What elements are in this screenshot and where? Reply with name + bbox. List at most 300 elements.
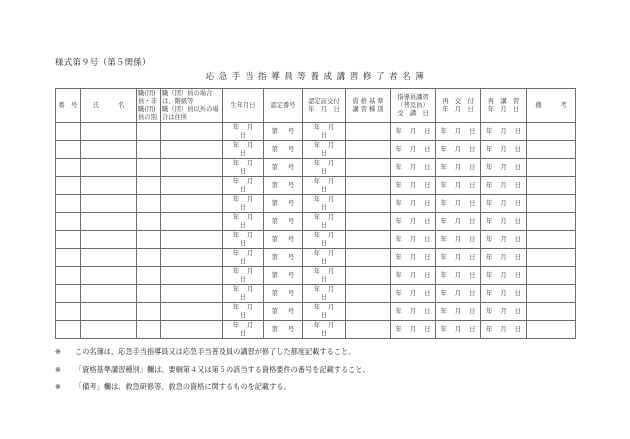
cell-number[interactable] — [56, 231, 81, 249]
year-label: 年 — [313, 231, 320, 239]
month-label: 月 — [454, 253, 462, 261]
year-label: 年 — [313, 267, 320, 275]
cell-cert-number[interactable] — [264, 231, 303, 249]
cell-rank-or-address[interactable] — [161, 303, 223, 321]
cell-number[interactable] — [56, 177, 81, 195]
year-label: 年 — [395, 235, 402, 243]
cell-cert-number[interactable] — [264, 267, 303, 285]
month-label: 月 — [454, 271, 462, 279]
cell-remarks[interactable] — [527, 321, 576, 339]
header-qual-type-line2: 講 習 種 別 — [352, 105, 384, 113]
month-label: 月 — [454, 289, 462, 297]
year-label: 年 — [313, 141, 320, 149]
day-label: 日 — [469, 235, 476, 243]
cell-reissue-date[interactable] — [436, 159, 481, 177]
month-label: 月 — [454, 145, 462, 153]
cell-remarks[interactable] — [527, 141, 576, 159]
year-label: 年 — [313, 285, 320, 293]
cell-number[interactable] — [56, 195, 81, 213]
cell-cert-issue-date[interactable] — [303, 285, 346, 303]
go-label: 号 — [288, 325, 295, 333]
month-label: 月 — [247, 213, 254, 221]
day-label: 日 — [239, 149, 247, 157]
cell-remarks[interactable] — [527, 285, 576, 303]
header-reissue — [436, 89, 481, 123]
table-row — [56, 159, 576, 177]
day-label: 日 — [239, 275, 247, 283]
cell-retake-date[interactable] — [481, 321, 527, 339]
cell-birth-date[interactable] — [223, 159, 264, 177]
cell-cert-number[interactable] — [264, 303, 303, 321]
cell-remarks[interactable] — [527, 177, 576, 195]
cell-cert-number[interactable] — [264, 123, 303, 141]
year-label: 年 — [486, 217, 493, 225]
day-label: 日 — [320, 311, 328, 319]
dai-label: 第 — [271, 145, 278, 153]
cell-name[interactable] — [81, 249, 137, 267]
cell-birth-date[interactable] — [223, 285, 264, 303]
year-label: 年 — [395, 289, 402, 297]
day-label: 日 — [424, 163, 431, 171]
day-label: 日 — [469, 127, 476, 135]
cell-instructor-course-date[interactable] — [391, 321, 436, 339]
cell-instructor-course-date[interactable] — [391, 177, 436, 195]
go-label: 号 — [288, 253, 295, 261]
cell-number[interactable] — [56, 267, 81, 285]
year-label: 年 — [486, 235, 493, 243]
go-label: 号 — [288, 235, 295, 243]
day-label: 日 — [469, 145, 476, 153]
day-label: 日 — [424, 289, 431, 297]
day-label: 日 — [514, 199, 521, 207]
header-cert-issue-line2: 年 月 日 — [308, 105, 340, 113]
cell-remarks[interactable] — [527, 213, 576, 231]
cell-cert-number[interactable] — [264, 285, 303, 303]
year-label: 年 — [440, 199, 447, 207]
table-row — [56, 321, 576, 339]
year-label: 年 — [232, 285, 239, 293]
cell-instructor-course-date[interactable] — [391, 159, 436, 177]
day-label: 日 — [320, 275, 328, 283]
month-label: 月 — [409, 325, 417, 333]
cell-birth-date[interactable] — [223, 231, 264, 249]
year-label: 年 — [440, 145, 447, 153]
cell-rank-or-address[interactable] — [161, 285, 223, 303]
cell-retake-date[interactable] — [481, 141, 527, 159]
month-label: 月 — [409, 163, 417, 171]
cell-staff-type[interactable] — [137, 177, 161, 195]
month-label: 月 — [247, 321, 254, 329]
note-mark: ※ — [55, 347, 62, 356]
cell-remarks[interactable] — [527, 123, 576, 141]
cell-birth-date[interactable] — [223, 321, 264, 339]
cell-staff-type[interactable] — [137, 123, 161, 141]
day-label: 日 — [239, 311, 247, 319]
cell-reissue-date[interactable] — [436, 141, 481, 159]
month-label: 月 — [500, 307, 507, 315]
day-label: 日 — [320, 185, 328, 193]
cell-cert-issue-date[interactable] — [303, 249, 346, 267]
cell-birth-date[interactable] — [223, 267, 264, 285]
month-label: 月 — [409, 145, 417, 153]
cell-remarks[interactable] — [527, 303, 576, 321]
year-label: 年 — [440, 271, 447, 279]
cell-staff-type[interactable] — [137, 267, 161, 285]
year-label: 年 — [313, 321, 320, 329]
cell-cert-issue-date[interactable] — [303, 159, 346, 177]
header-staff-type: 職(団)員・非職(団)員の別 — [137, 89, 161, 123]
cell-reissue-date[interactable] — [436, 249, 481, 267]
cell-number[interactable] — [56, 321, 81, 339]
cell-qual-type[interactable] — [346, 303, 391, 321]
cell-instructor-course-date[interactable] — [391, 249, 436, 267]
day-label: 日 — [514, 217, 521, 225]
month-label: 月 — [247, 249, 254, 257]
cell-cert-issue-date[interactable] — [303, 267, 346, 285]
cell-staff-type[interactable] — [137, 285, 161, 303]
cell-birth-date[interactable] — [223, 177, 264, 195]
cell-name[interactable] — [81, 159, 137, 177]
cell-instructor-course-date[interactable] — [391, 285, 436, 303]
cell-cert-number[interactable] — [264, 249, 303, 267]
cell-cert-number[interactable] — [264, 213, 303, 231]
day-label: 日 — [469, 217, 476, 225]
day-label: 日 — [320, 203, 328, 211]
month-label: 月 — [454, 307, 462, 315]
cell-retake-date[interactable] — [481, 231, 527, 249]
document-title: 応急手当指導員等養成講習修了者名簿 — [205, 72, 429, 82]
cell-staff-type[interactable] — [137, 321, 161, 339]
cell-number[interactable] — [56, 285, 81, 303]
header-retake — [481, 89, 527, 123]
cell-staff-type[interactable] — [137, 195, 161, 213]
cell-instructor-course-date[interactable] — [391, 231, 436, 249]
day-label: 日 — [469, 271, 476, 279]
cell-qual-type[interactable] — [346, 141, 391, 159]
cell-number[interactable] — [56, 123, 81, 141]
cell-name[interactable] — [81, 123, 137, 141]
month-label: 月 — [500, 127, 507, 135]
header-reissue-line1: 再 交 付 — [442, 97, 474, 105]
cell-staff-type[interactable] — [137, 303, 161, 321]
cell-rank-or-address[interactable] — [161, 123, 223, 141]
cell-rank-or-address[interactable] — [161, 231, 223, 249]
cell-reissue-date[interactable] — [436, 177, 481, 195]
year-label: 年 — [232, 267, 239, 275]
header-number: 番 号 — [56, 89, 81, 123]
cell-number[interactable] — [56, 213, 81, 231]
header-rank-line: 職（団）員の場合は、階級等 — [162, 89, 213, 105]
note-2 — [55, 361, 370, 379]
cell-reissue-date[interactable] — [436, 303, 481, 321]
cell-cert-issue-date[interactable] — [303, 231, 346, 249]
cell-instructor-course-date[interactable] — [391, 303, 436, 321]
month-label: 月 — [247, 195, 254, 203]
table-row — [56, 177, 576, 195]
cell-retake-date[interactable] — [481, 195, 527, 213]
day-label: 日 — [239, 221, 247, 229]
cell-reissue-date[interactable] — [436, 123, 481, 141]
cell-retake-date[interactable] — [481, 285, 527, 303]
day-label: 日 — [424, 181, 431, 189]
day-label: 日 — [320, 167, 328, 175]
day-label: 日 — [424, 145, 431, 153]
cell-name[interactable] — [81, 195, 137, 213]
cell-instructor-course-date[interactable] — [391, 195, 436, 213]
cell-instructor-course-date[interactable] — [391, 141, 436, 159]
year-label: 年 — [440, 127, 447, 135]
cell-retake-date[interactable] — [481, 123, 527, 141]
cell-birth-date[interactable] — [223, 141, 264, 159]
dai-label: 第 — [271, 127, 278, 135]
year-label: 年 — [395, 127, 402, 135]
year-label: 年 — [440, 289, 447, 297]
month-label: 月 — [409, 181, 417, 189]
cell-cert-number[interactable] — [264, 195, 303, 213]
cell-cert-issue-date[interactable] — [303, 177, 346, 195]
year-label: 年 — [486, 289, 493, 297]
cell-reissue-date[interactable] — [436, 231, 481, 249]
table-row — [56, 231, 576, 249]
cell-rank-or-address[interactable] — [161, 195, 223, 213]
cell-cert-issue-date[interactable] — [303, 303, 346, 321]
cell-instructor-course-date[interactable] — [391, 267, 436, 285]
cell-instructor-course-date[interactable] — [391, 213, 436, 231]
header-reissue-line2: 年 月 日 — [442, 105, 474, 113]
header-instructor-line2: （普及員） — [397, 101, 429, 109]
cell-cert-number[interactable] — [264, 159, 303, 177]
cell-birth-date[interactable] — [223, 123, 264, 141]
day-label: 日 — [320, 221, 328, 229]
cell-name[interactable] — [81, 303, 137, 321]
year-label: 年 — [486, 253, 493, 261]
cell-rank-or-address[interactable] — [161, 177, 223, 195]
cell-name[interactable] — [81, 267, 137, 285]
cell-name[interactable] — [81, 285, 137, 303]
dai-label: 第 — [271, 181, 278, 189]
cell-reissue-date[interactable] — [436, 321, 481, 339]
cell-name[interactable] — [81, 141, 137, 159]
month-label: 月 — [247, 141, 254, 149]
cell-retake-date[interactable] — [481, 159, 527, 177]
form-number: 様式第９号（第５関係） — [55, 58, 151, 68]
cell-name[interactable] — [81, 321, 137, 339]
cell-cert-number[interactable] — [264, 321, 303, 339]
day-label: 日 — [514, 127, 521, 135]
cell-qual-type[interactable] — [346, 159, 391, 177]
cell-birth-date[interactable] — [223, 303, 264, 321]
cell-staff-type[interactable] — [137, 141, 161, 159]
table-row — [56, 195, 576, 213]
cell-reissue-date[interactable] — [436, 267, 481, 285]
cell-remarks[interactable] — [527, 195, 576, 213]
year-label: 年 — [486, 325, 493, 333]
month-label: 月 — [409, 289, 417, 297]
year-label: 年 — [232, 303, 239, 311]
cell-birth-date[interactable] — [223, 195, 264, 213]
cell-rank-or-address[interactable] — [161, 141, 223, 159]
day-label: 日 — [320, 293, 328, 301]
year-label: 年 — [313, 123, 320, 131]
day-label: 日 — [424, 199, 431, 207]
cell-reissue-date[interactable] — [436, 285, 481, 303]
month-label: 月 — [328, 195, 335, 203]
cell-reissue-date[interactable] — [436, 195, 481, 213]
day-label: 日 — [514, 325, 521, 333]
cell-reissue-date[interactable] — [436, 213, 481, 231]
cell-cert-number[interactable] — [264, 141, 303, 159]
day-label: 日 — [239, 329, 247, 337]
cell-name[interactable] — [81, 231, 137, 249]
header-row — [56, 89, 576, 123]
dai-label: 第 — [271, 235, 278, 243]
dai-label: 第 — [271, 271, 278, 279]
cell-qual-type[interactable] — [346, 249, 391, 267]
cell-cert-issue-date[interactable] — [303, 123, 346, 141]
month-label: 月 — [247, 303, 254, 311]
header-qual-type — [346, 89, 391, 123]
cell-qual-type[interactable] — [346, 231, 391, 249]
month-label: 月 — [328, 177, 335, 185]
cell-staff-type[interactable] — [137, 159, 161, 177]
cell-remarks[interactable] — [527, 231, 576, 249]
cell-number[interactable] — [56, 303, 81, 321]
year-label: 年 — [232, 141, 239, 149]
month-label: 月 — [247, 231, 254, 239]
month-label: 月 — [328, 285, 335, 293]
cell-number[interactable] — [56, 141, 81, 159]
cell-retake-date[interactable] — [481, 213, 527, 231]
day-label: 日 — [239, 131, 247, 139]
cell-rank-or-address[interactable] — [161, 321, 223, 339]
month-label: 月 — [409, 307, 417, 315]
month-label: 月 — [500, 289, 507, 297]
year-label: 年 — [395, 307, 402, 315]
day-label: 日 — [514, 271, 521, 279]
table-row — [56, 285, 576, 303]
year-label: 年 — [232, 123, 239, 131]
year-label: 年 — [232, 195, 239, 203]
cell-qual-type[interactable] — [346, 123, 391, 141]
registry-table — [55, 88, 576, 339]
cell-number[interactable] — [56, 249, 81, 267]
note-text: 「備考」欄は、救急研修等、救急の資格に関するものを記載する。 — [75, 382, 291, 391]
day-label: 日 — [239, 257, 247, 265]
month-label: 月 — [328, 123, 335, 131]
day-label: 日 — [514, 253, 521, 261]
day-label: 日 — [469, 199, 476, 207]
month-label: 月 — [500, 235, 507, 243]
table-row — [56, 141, 576, 159]
header-name: 氏 名 — [81, 89, 137, 123]
note-mark: ※ — [55, 382, 62, 391]
cell-cert-issue-date[interactable] — [303, 141, 346, 159]
cell-instructor-course-date[interactable] — [391, 123, 436, 141]
year-label: 年 — [313, 303, 320, 311]
year-label: 年 — [440, 235, 447, 243]
month-label: 月 — [409, 217, 417, 225]
cell-qual-type[interactable] — [346, 213, 391, 231]
cell-qual-type[interactable] — [346, 285, 391, 303]
month-label: 月 — [454, 199, 462, 207]
cell-cert-issue-date[interactable] — [303, 213, 346, 231]
go-label: 号 — [288, 307, 295, 315]
month-label: 月 — [409, 253, 417, 261]
day-label: 日 — [320, 257, 328, 265]
table-row — [56, 267, 576, 285]
cell-cert-issue-date[interactable] — [303, 321, 346, 339]
header-cert-issue-line1: 認定証交付 — [308, 97, 340, 105]
month-label: 月 — [500, 217, 507, 225]
cell-remarks[interactable] — [527, 267, 576, 285]
month-label: 月 — [500, 199, 507, 207]
cell-staff-type[interactable] — [137, 231, 161, 249]
cell-retake-date[interactable] — [481, 303, 527, 321]
month-label: 月 — [328, 141, 335, 149]
year-label: 年 — [313, 213, 320, 221]
month-label: 月 — [328, 159, 335, 167]
cell-retake-date[interactable] — [481, 249, 527, 267]
day-label: 日 — [239, 167, 247, 175]
year-label: 年 — [395, 271, 402, 279]
go-label: 号 — [288, 271, 295, 279]
header-retake-line1: 再 講 習 — [487, 97, 520, 105]
cell-name[interactable] — [81, 213, 137, 231]
cell-rank-or-address[interactable] — [161, 159, 223, 177]
day-label: 日 — [424, 253, 431, 261]
cell-birth-date[interactable] — [223, 249, 264, 267]
cell-remarks[interactable] — [527, 159, 576, 177]
day-label: 日 — [239, 239, 247, 247]
year-label: 年 — [440, 307, 447, 315]
cell-cert-number[interactable] — [264, 177, 303, 195]
year-label: 年 — [486, 199, 493, 207]
month-label: 月 — [409, 199, 417, 207]
cell-cert-issue-date[interactable] — [303, 195, 346, 213]
year-label: 年 — [440, 163, 447, 171]
dai-label: 第 — [271, 217, 278, 225]
cell-birth-date[interactable] — [223, 213, 264, 231]
cell-retake-date[interactable] — [481, 267, 527, 285]
cell-retake-date[interactable] — [481, 177, 527, 195]
cell-remarks[interactable] — [527, 249, 576, 267]
cell-qual-type[interactable] — [346, 267, 391, 285]
month-label: 月 — [500, 163, 507, 171]
year-label: 年 — [395, 253, 402, 261]
day-label: 日 — [424, 235, 431, 243]
year-label: 年 — [232, 231, 239, 239]
month-label: 月 — [247, 123, 254, 131]
cell-rank-or-address[interactable] — [161, 267, 223, 285]
year-label: 年 — [440, 325, 447, 333]
cell-rank-or-address[interactable] — [161, 213, 223, 231]
note-text: 「資格基準講習種別」欄は、要綱第４又は第５の該当する資格要件の番号を記載すること。 — [75, 364, 370, 374]
cell-rank-or-address[interactable] — [161, 249, 223, 267]
dai-label: 第 — [271, 163, 278, 171]
cell-number[interactable] — [56, 159, 81, 177]
day-label: 日 — [514, 235, 521, 243]
cell-staff-type[interactable] — [137, 213, 161, 231]
day-label: 日 — [424, 127, 431, 135]
cell-staff-type[interactable] — [137, 249, 161, 267]
cell-qual-type[interactable] — [346, 195, 391, 213]
cell-qual-type[interactable] — [346, 321, 391, 339]
year-label: 年 — [395, 163, 402, 171]
year-label: 年 — [232, 159, 239, 167]
header-birth-date: 生年月日 — [223, 89, 264, 123]
cell-name[interactable] — [81, 177, 137, 195]
cell-qual-type[interactable] — [346, 177, 391, 195]
